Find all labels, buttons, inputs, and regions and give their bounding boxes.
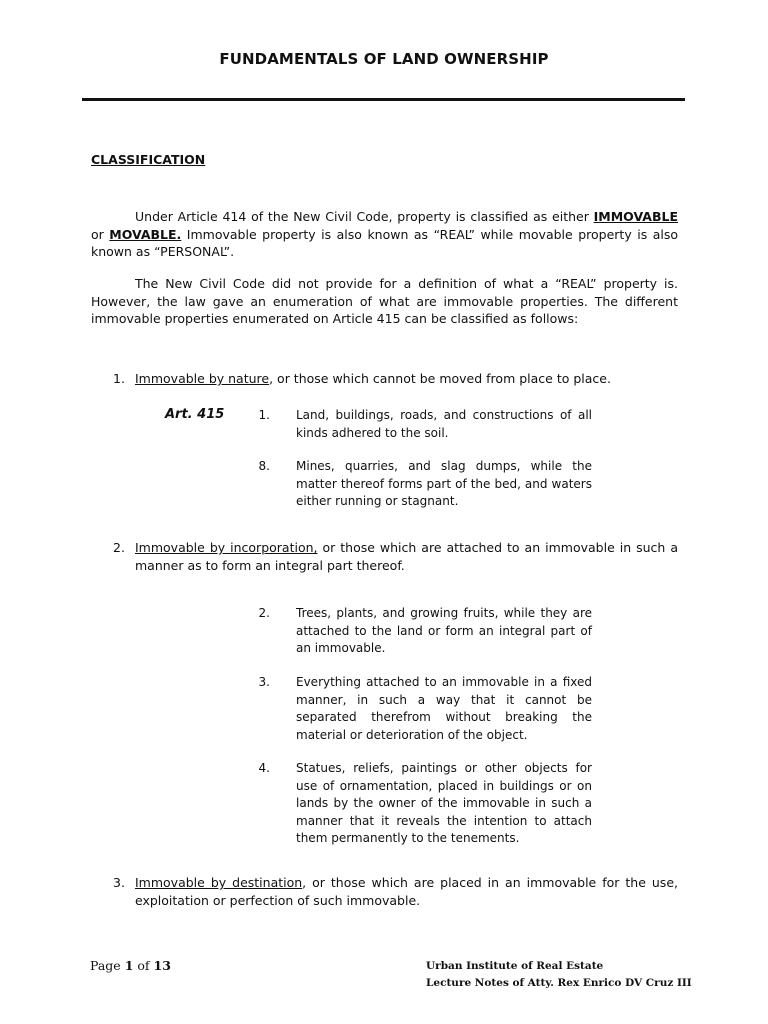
footer-notes: Lecture Notes of Atty. Rex Enrico DV Cruz III [426, 977, 692, 989]
classification-term: Immovable by destination [135, 875, 303, 890]
term-movable: MOVABLE. [109, 226, 182, 242]
document-title: FUNDAMENTALS OF LAND OWNERSHIP [219, 50, 549, 68]
article-sub-item: 3. Everything attached to an immovable in a fixed manner, in such a way that it cannot be separated therefrom without breaking the material or deterioration of the object. [258, 675, 592, 742]
classification-term: Immovable by incorporation, [135, 540, 318, 555]
paragraph-enumeration: The New Civil Code did not provide for a definition of what a “REAL” property is. However, the law gave an enumeration of what are immovable properties. The different immovable properties enumerated on Article 415 can be classified as follows: [91, 276, 678, 326]
section-heading: CLASSIFICATION [91, 152, 206, 167]
article-sub-item: 1. Land, buildings, roads, and constructions of all kinds adhered to the soil. [258, 408, 592, 440]
article-sub-item: 2. Trees, plants, and growing fruits, while they are attached to the land or form an integral part of an immovable. [258, 606, 592, 655]
article-sub-item: 4. Statues, reliefs, paintings or other objects for use of ornamentation, placed in buildings or on lands by the owner of the immovable in such a manner that it reveals the intention to attach them permanently to the tenements. [258, 761, 592, 845]
page-number: Page 1 of 13 [90, 958, 171, 973]
article-sub-item: 8. Mines, quarries, and slag dumps, while the matter thereof forms part of the bed, and waters either running or stagnant. [258, 459, 592, 508]
classification-item: 3. Immovable by destination, or those which are placed in an immovable for the use, exploitation or perfection of such immovable. [113, 875, 678, 908]
classification-item: 1. Immovable by nature, or those which cannot be moved from place to place. [113, 371, 611, 386]
paragraph-classification: Under Article 414 of the New Civil Code, property is classified as either IMMOVABLE or MOVABLE. Immovable property is also known as “REAL” while movable property is also known as “PERSONAL”. [91, 209, 678, 259]
footer-credit [426, 958, 692, 992]
classification-item: 2. Immovable by incorporation, or those which are attached to an immovable in such a manner as to form an integral part thereof. [113, 540, 678, 573]
classification-term: Immovable by nature [135, 371, 270, 386]
article-label: Art. 415 [165, 407, 225, 422]
term-immovable: IMMOVABLE [593, 209, 678, 224]
title-divider [82, 98, 685, 101]
footer-institute: Urban Institute of Real Estate [426, 960, 604, 972]
